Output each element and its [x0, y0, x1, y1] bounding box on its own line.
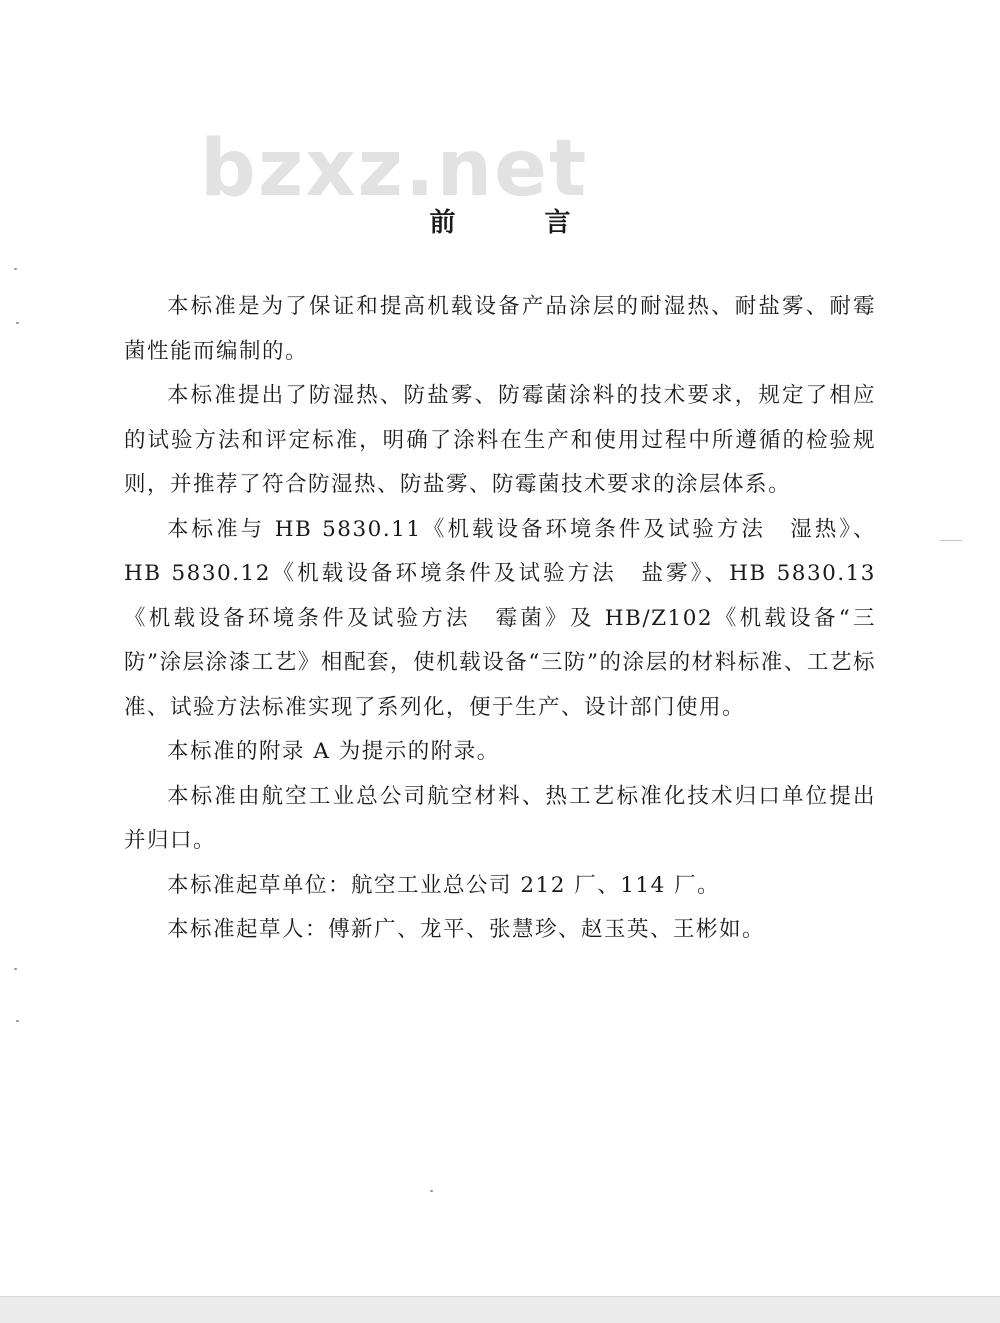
watermark: bzxz.net — [200, 124, 589, 214]
page-title: 前 言 — [429, 208, 611, 238]
paragraph: 本标准与 HB 5830.11《机载设备环境条件及试验方法 湿热》、HB 5830.12《机载设备环境条件及试验方法 盐雾》、HB 5830.13《机载设备环境条件及试验方法 霉菌》及 HB/Z102《机载设备“三防”涂层涂漆工艺》相配套，使机载设备“三防”的涂层的材料标准、工艺标准、试验方法标准实现了系列化，便于生产、设计部门使用。 — [124, 516, 876, 720]
paragraph: 本标准起草单位：航空工业总公司 212 厂、114 厂。 — [167, 872, 721, 898]
preface-body — [124, 285, 876, 953]
paragraph: 本标准由航空工业总公司航空材料、热工艺标准化技术归口单位提出并归口。 — [124, 783, 876, 853]
paragraph: 本标准是为了保证和提高机载设备产品涂层的耐湿热、耐盐雾、耐霉菌性能而编制的。 — [124, 294, 876, 364]
paragraph: 本标准起草人：傅新广、龙平、张慧珍、赵玉英、王彬如。 — [167, 917, 766, 942]
paragraph: 本标准提出了防湿热、防盐雾、防霉菌涂料的技术要求，规定了相应的试验方法和评定标准，明确了涂料在生产和使用过程中所遵循的检验规则，并推荐了符合防湿热、防盐雾、防霉菌技术要求的涂层体系。 — [124, 383, 876, 497]
viewer-bottom-strip — [0, 1296, 1000, 1323]
paragraph: 本标准的附录 A 为提示的附录。 — [167, 739, 500, 764]
